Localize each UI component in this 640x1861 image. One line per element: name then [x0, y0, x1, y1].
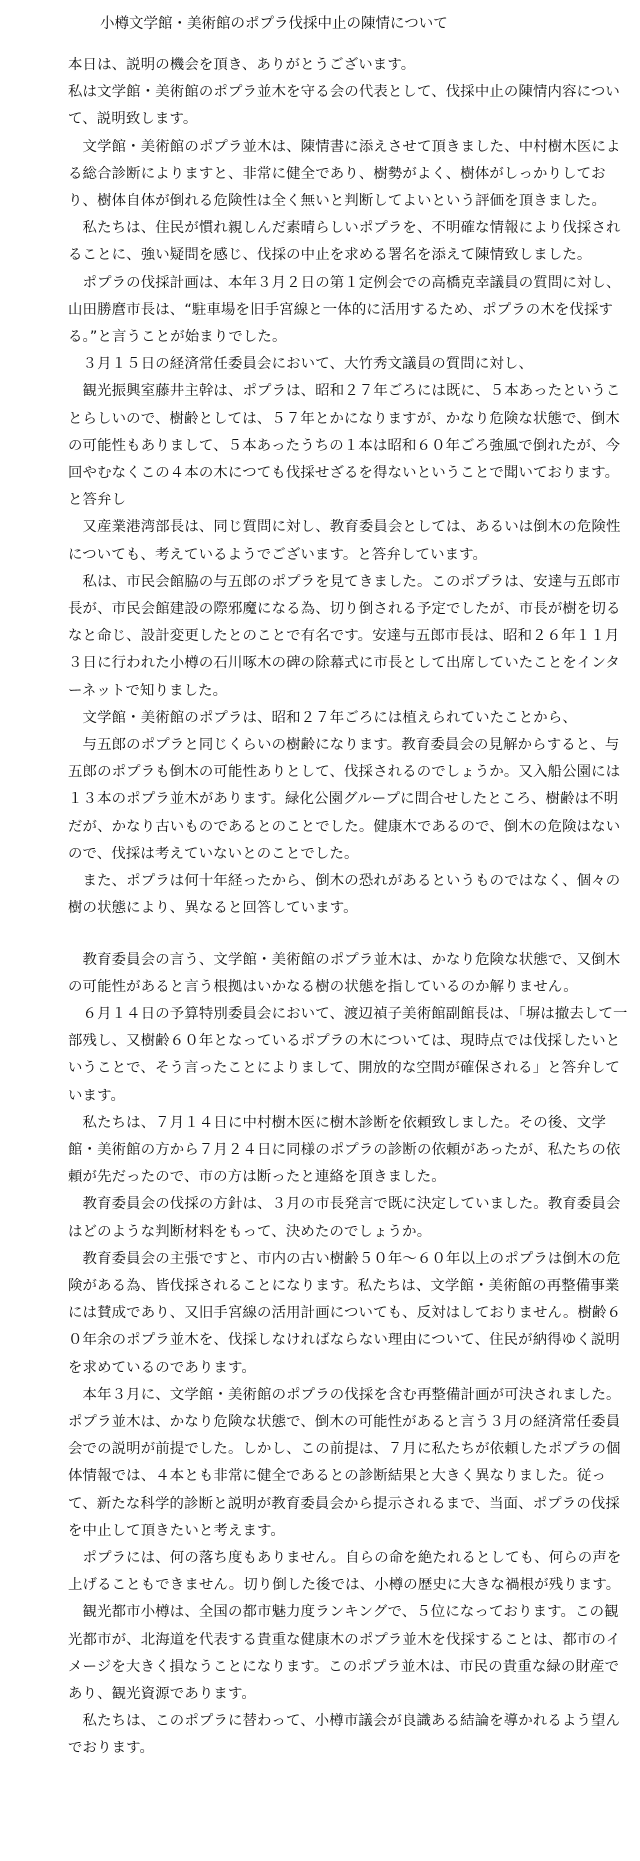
paragraph: 観光都市小樽は、全国の都市魅力度ランキングで、５位になっております。この観光都市が、北海道を代表する貴重な健康木のポプラ並木を伐採することは、都市のイメージを大きく損なうことになります。このポプラ並木は、市民の貴重な緑の財産であり、観光資源であります。 [68, 1604, 621, 1702]
paragraph: 教育委員会の伐採の方針は、３月の市長発言で既に決定していました。教育委員会はどのような判断材料をもって、決めたのでしょうか。 [68, 1196, 621, 1240]
paragraph: また、ポプラは何十年経ったから、倒木の恐れがあるというものではなく、個々の樹の状態により、異なると回答しています。 [68, 873, 621, 917]
paragraph: ポプラの伐採計画は、本年３月２日の第１定例会での高橋克幸議員の質問に対し、山田勝麿市長は、“駐車場を旧手宮線と一体的に活用するため、ポプラの木を伐採する。”と言うことが始まりでした。 [68, 274, 621, 346]
paragraph: 教育委員会の言う、文学館・美術館のポプラ並木は、かなり危険な状態で、又倒木の可能性があると言う根拠はいかなる樹の状態を指しているのか解りません。 [68, 951, 621, 995]
paragraph: 又産業港湾部長は、同じ質問に対し、教育委員会としては、あるいは倒木の危険性についても、考えているようでございます。と答弁しています。 [68, 519, 621, 563]
section-1 [68, 52, 628, 923]
document-body [68, 52, 628, 1763]
paragraph: ３月１５日の経済常任委員会において、大竹秀文議員の質問に対し、 [68, 356, 534, 373]
paragraph: ポプラには、何の落ち度もありません。自らの命を絶たれるとしても、何らの声を上げることもできません。切り倒した後では、小樽の歴史に大きな禍根が残ります。 [68, 1549, 622, 1594]
paragraph: 本年３月に、文学館・美術館のポプラの伐採を含む再整備計画が可決されました。ポプラ並木は、かなり危険な状態で、倒木の可能性があると言う３月の経済常任委員会での説明が前提でした。しかし、この前提は、７月に私たちが依頼したポプラの個体情報では、４本とも非常に健全であるとの診断結果と大きく異なりました。従って、新たな科学的診断と説明が教育委員会から提示されるまで、当面、ポプラの伐採を中止して頂きたいと考えます。 [68, 1386, 621, 1539]
paragraph: 私は文学館・美術館のポプラ並木を守る会の代表として、伐採中止の陳情内容について、説明致します。 [68, 84, 620, 128]
paragraph: 私たちは、このポプラに替わって、小樽市議会が良識ある結論を導かれるよう望んでおります。 [68, 1713, 621, 1757]
paragraph: 文学館・美術館のポプラは、昭和２７年ごろには植えられていたことから、 [68, 709, 577, 726]
paragraph: 私は、市民会館脇の与五郎のポプラを見てきました。このポプラは、安達与五郎市長が、市民会館建設の際邪魔になる為、切り倒される予定でしたが、市長が樹を切るなと命じ、設計変更したとのことで有名です。安達与五郎市長は、昭和２６年１１月３日に行われた小樽の石川啄木の碑の除幕式に市長として出席していたことをインターネットで知りました。 [68, 573, 621, 699]
paragraph: 文学館・美術館のポプラ並木は、陳情書に添えさせて頂きました、中村樹木医による総合診断によりますと、非常に健全であり、樹勢がよく、樹体がしっかりしており、樹体自体が倒れる危険性は全く無いと判断してよいという評価を頂きました。 [68, 138, 621, 210]
section-2 [68, 947, 628, 1763]
paragraph: ６月１４日の予算特別委員会において、渡辺禎子美術館副館長は、「塀は撤去して一部残し、又樹齢６０年となっているポプラの木については、現時点では伐採したいということで、そう言ったことによりまして、開放的な空間が確保される」と答弁しています。 [68, 1005, 628, 1104]
paragraph: 私たちは、住民が慣れ親しんだ素晴らしいポプラを、不明確な情報により伐採されることに、強い疑問を感じ、伐採の中止を求める署名を添えて陳情致しました。 [68, 220, 621, 264]
paragraph: 教育委員会の主張ですと、市内の古い樹齢５０年～６０年以上のポプラは倒木の危険がある為、皆伐採されることになります。私たちは、文学館・美術館の再整備事業には賛成であり、又旧手宮線の活用計画についても、反対はしておりません。樹齢６０年余のポプラ並木を、伐採しなければならない理由について、住民が納得ゆく説明を求めているのであります。 [68, 1250, 622, 1376]
document-title: 小樽文学館・美術館のポプラ伐採中止の陳情について [100, 16, 448, 32]
paragraph: 私たちは、７月１４日に中村樹木医に樹木診断を依頼致しました。その後、文学館・美術館の方から７月２４日に同様のポプラの診断の依頼があったが、私たちの依頼が先だったので、市の方は断ったと連絡を頂きました。 [68, 1114, 621, 1186]
paragraph: 与五郎のポプラと同じくらいの樹齢になります。教育委員会の見解からすると、与五郎のポプラも倒木の可能性ありとして、伐採されるのでしょうか。又入船公園には１３本のポプラ並木があります。緑化公園グループに問合せしたところ、樹齢は不明だが、かなり古いものであるとのことでした。健康木であるので、倒木の危険はないので、伐採は考えていないとのことでした。 [68, 737, 621, 862]
paragraph: 観光振興室藤井主幹は、ポプラは、昭和２７年ごろには既に、５本あったということらしいので、樹齢としては、５７年とかになりますが、かなり危険な状態で、倒木の可能性もありまして、５本あったうちの１本は昭和６０年ごろ強風で倒れたが、今回やむなくこの４本の木につても伐採せざるを得ないということで聞いております。と答弁し [68, 383, 621, 509]
paragraph: 本日は、説明の機会を頂き、ありがとうございます。 [68, 57, 416, 73]
